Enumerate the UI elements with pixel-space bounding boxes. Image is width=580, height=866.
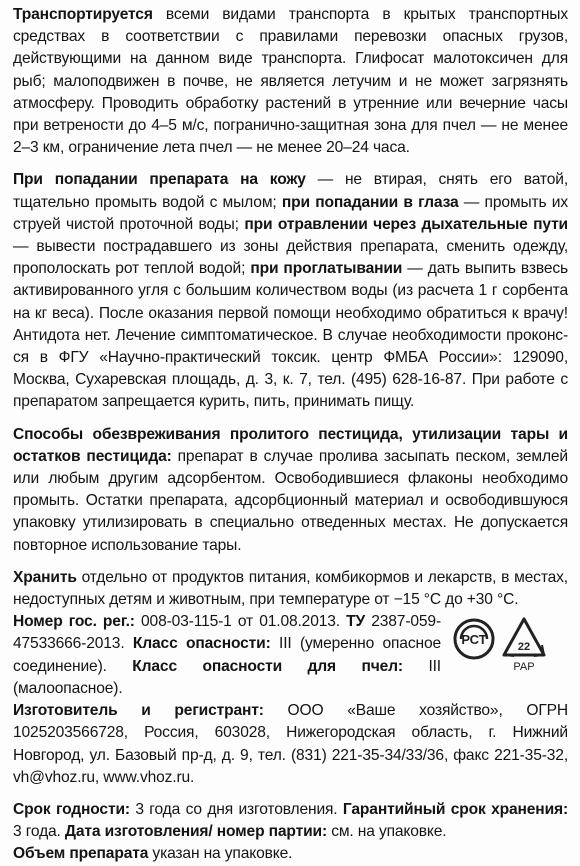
transport-paragraph <box>13 4 568 159</box>
hazard-class-text: III (умеренно опасное соединение). <box>13 635 441 675</box>
ingestion-heading: при проглатывании <box>250 260 403 278</box>
disposal-text: препарат в случае пролива засыпать песком, землей или любым другим адсорбентом. Освободившиеся флаконы необходимо промыть. Остатки препарата, адсорбционный материал и освободившуюся упаковку утилизировать в специально отведенных местах. Не допускается повторное использование тары. <box>13 447 568 554</box>
tu-text: 2387-059-47533666-2013. <box>13 613 441 653</box>
transport-text: всеми видами транспорта в крытых транспортных средствах в соответствии с правилами перевозки опасных грузов, действующими на данном виде транспорта. Глифосат малотоксичен для рыб; малоподвижен в почве, не является летучим и не может загрязнять атмосферу. Проводить обработку растений в утренние или вечерние часы при ветрености до 4–5 м/с, погранично-защитная зона для пчел — не менее 2–3 км, ограничение лета пчел — не менее 20–24 часа. <box>13 6 568 157</box>
bee-hazard-heading: Класс опасности для пчел: <box>132 657 403 675</box>
inhalation-heading: при отравлении через дыхательные пути <box>244 215 568 233</box>
shelf-life-text: 3 года со дня изготовления. <box>129 800 343 818</box>
warranty-heading: Гарантийный срок хранения: <box>342 800 569 818</box>
storage-paragraph <box>13 567 568 611</box>
registration-block <box>13 611 568 700</box>
shelf-life-paragraph <box>13 799 568 843</box>
manufacturer-text: ООО «Ваше хозяйство», ОГРН 1025203566728, Россия, 603028, Нижегородская область, г. Нижний Новгород, ул. Базовый пр-д, д. 9, тел. (831) 221-35-34/33/36, факс 221-35-32, vh@vhoz.ru, www.vhoz.ru. <box>13 702 569 786</box>
certification-marks <box>452 613 564 673</box>
volume-heading: Объем препарата <box>13 845 149 863</box>
tu-heading: ТУ <box>346 613 366 631</box>
gost-r-certification-mark-icon <box>455 620 493 658</box>
disposal-paragraph <box>13 424 568 557</box>
cert-mark-text: РСТ <box>461 632 487 648</box>
volume-text: указан на упаковке. <box>148 845 293 863</box>
storage-text: отдельно от продуктов питания, комбикормов и лекарств, в местах, недоступных детям и животным, при температуре от −15 °С до +30 °С. <box>13 568 568 609</box>
ingestion-text: — дать выпить взвесь активированного угля с большим количеством воды (из расчета 1 г сорбента на кг веса). После оказания первой помощи необходимо обратиться к врачу! Антидота нет. Лечение симптоматическое. В случае необходимости проконс-ся в ФГУ «Научно-практический токсик. центр ФМБА России»: 129090, Москва, Сухаревская площадь, д. 3, к. 7, тел. (495) 628-16-87. При работе с препаратом запрещается курить, пить, принимать пищу. <box>13 260 568 411</box>
transport-heading: Транспортируется <box>13 6 153 23</box>
reg-number-heading: Номер гос. рег.: <box>13 613 135 631</box>
first-aid-paragraph <box>13 169 568 413</box>
skin-contact-text: — не втирая, снять его ватой, тщательно промыть водой с мылом; <box>13 171 569 211</box>
warranty-text: 3 года. <box>13 823 65 841</box>
disposal-heading: Способы обезвреживания пролитого пестицида, утилизации тары и остатков пестицида: <box>13 425 568 465</box>
volume-paragraph <box>13 843 568 865</box>
storage-heading: Хранить <box>13 568 77 586</box>
recycle-number: 22 <box>517 641 531 654</box>
eye-contact-heading: при попадании в глаза <box>281 193 459 211</box>
batch-text: см. на упаковке. <box>327 823 447 841</box>
skin-contact-heading: При попадании препарата на кожу <box>13 171 306 189</box>
recycling-symbol-icon <box>504 619 544 673</box>
manufacturer-paragraph <box>13 700 568 789</box>
hazard-class-heading: Класс опасности: <box>132 635 271 653</box>
reg-number-text: 008-03-115-1 от 01.08.2013. <box>134 613 347 631</box>
batch-heading: Дата изготовления/ номер партии: <box>64 823 328 841</box>
registration-paragraph <box>13 611 441 700</box>
shelf-life-heading: Срок годности: <box>13 800 130 818</box>
inhalation-text: — вывести пострадавшего из зоны действия препарата, сменить одежду, прополоскать рот теплой водой; <box>13 238 568 278</box>
manufacturer-heading: Изготовитель и регистрант: <box>13 702 264 720</box>
bee-hazard-text: III (малоопасное). <box>13 657 441 697</box>
eye-contact-text: — промыть их струей чистой проточной воды; <box>13 193 568 233</box>
recycle-code: PAP <box>513 661 535 674</box>
